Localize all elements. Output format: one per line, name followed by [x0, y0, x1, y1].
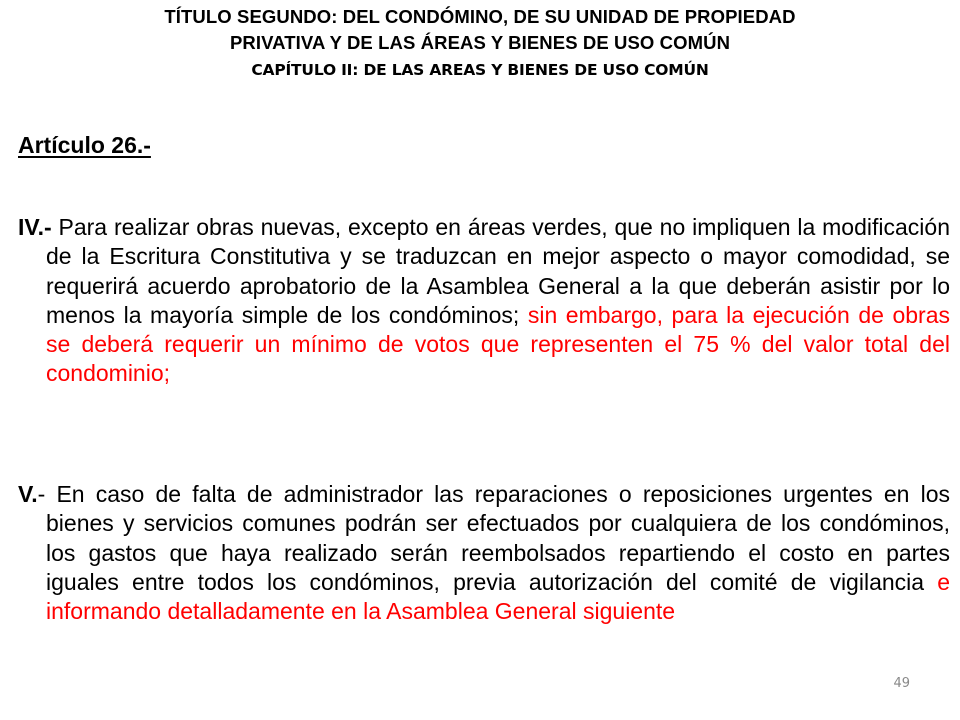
- paragraph-iv-text: Para realizar obras nuevas, excepto en áreas verdes, que no impliquen la modificación de la Escritura Constitutiva y se traduzcan en mejor aspecto o mayor comodidad, se requerirá acuerdo aprobatorio de la Asamblea General a la que deberán asistir por lo menos la mayoría simple de los condóminos;: [46, 214, 950, 328]
- title-line-2: PRIVATIVA Y DE LAS ÁREAS Y BIENES DE USO COMÚN: [229, 32, 731, 53]
- title-line-1: TÍTULO SEGUNDO: DEL CONDÓMINO, DE SU UNIDAD DE PROPIEDAD: [164, 6, 796, 27]
- paragraph-iv-numeral: IV.-: [18, 214, 52, 240]
- paragraph-v-highlight: e informando detalladamente en la Asamblea General siguiente: [46, 568, 950, 625]
- paragraph-v: [18, 480, 950, 626]
- paragraph-iv-highlight: sin embargo, para la ejecución de obras se deberá requerir un mínimo de votos que representen el 75 % del valor total del condominio;: [46, 301, 951, 387]
- chapter-heading: CAPÍTULO II: DE LAS AREAS Y BIENES DE USO COMÚN: [251, 61, 709, 79]
- paragraph-v-numeral: V.: [18, 481, 38, 507]
- page-number: 49: [893, 676, 910, 691]
- article-heading: Artículo 26.-: [18, 132, 151, 158]
- paragraph-iv: [18, 213, 950, 389]
- slide-header: [0, 4, 960, 84]
- paragraph-v-text: - En caso de falta de administrador las reparaciones o reposiciones urgentes en los bienes y servicios comunes podrán ser efectuados por cualquiera de los condóminos, los gastos que haya realizado serán reembolsados repartiendo el costo en partes iguales entre todos los condóminos, previa autorización del comité de vigilancia: [37, 481, 950, 595]
